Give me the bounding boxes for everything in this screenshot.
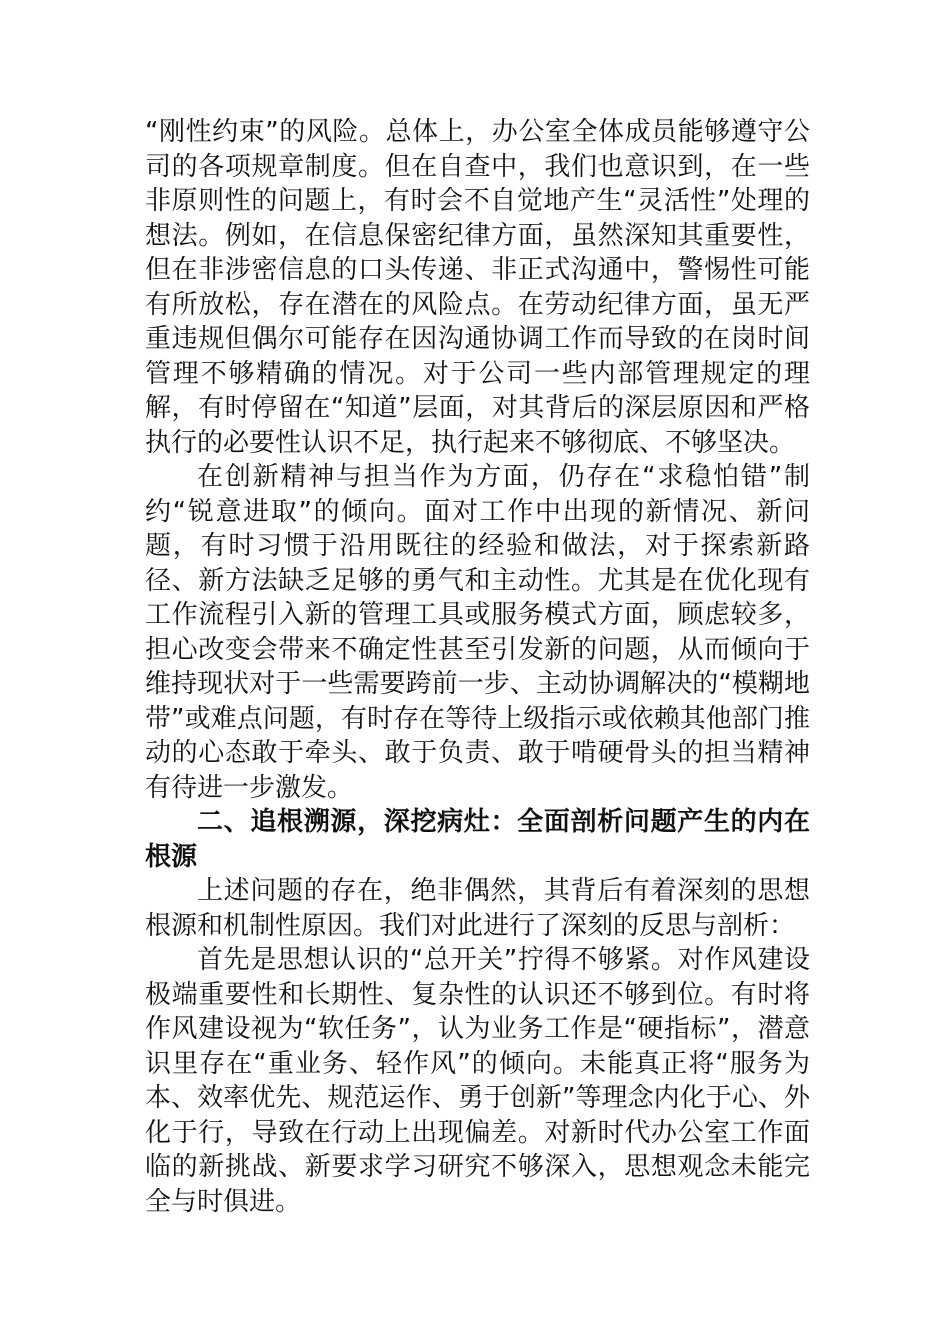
- document-page: [145, 115, 810, 1219]
- paragraph-innovation: 在创新精神与担当作为方面，仍存在“求稳怕错”制约“锐意进取”的倾向。面对工作中出现的新情况、新问题，有时习惯于沿用既往的经验和做法，对于探索新路径、新方法缺乏足够的勇气和主动性。尤其是在优化现有工作流程引入新的管理工具或服务模式方面，顾虑较多，担心改变会带来不确定性甚至引发新的问题，从而倾向于维持现状对于一些需要跨前一步、主动协调解决的“模糊地带”或难点问题，有时存在等待上级指示或依赖其他部门推动的心态敢于牵头、敢于负责、敢于啃硬骨头的担当精神有待进一步激发。: [145, 462, 810, 803]
- paragraph-reflection-intro: 上述问题的存在，绝非偶然，其背后有着深刻的思想根源和机制性原因。我们对此进行了深刻的反思与剖析：: [145, 876, 810, 941]
- paragraph-discipline: “刚性约束”的风险。总体上，办公室全体成员能够遵守公司的各项规章制度。但在自查中，我们也意识到，在一些非原则性的问题上，有时会不自觉地产生“灵活性”处理的想法。例如，在信息保密纪律方面，虽然深知其重要性，但在非涉密信息的口头传递、非正式沟通中，警惕性可能有所放松，存在潜在的风险点。在劳动纪律方面，虽无严重违规但偶尔可能存在因沟通协调工作而导致的在岗时间管理不够精确的情况。对于公司一些内部管理规定的理解，有时停留在“知道”层面，对其背后的深层原因和严格执行的必要性认识不足，执行起来不够彻底、不够坚决。: [145, 117, 810, 458]
- section-heading-root-causes: 二、追根溯源，深挖病灶：全面剖析问题产生的内在根源: [145, 807, 810, 872]
- paragraph-ideological-cause: 首先是思想认识的“总开关”拧得不够紧。对作风建设极端重要性和长期性、复杂性的认识还不够到位。有时将作风建设视为“软任务”，认为业务工作是“硬指标”，潜意识里存在“重业务、轻作风”的倾向。未能真正将“服务为本、效率优先、规范运作、勇于创新”等理念内化于心、外化于行，导致在行动上出现偏差。对新时代办公室工作面临的新挑战、新要求学习研究不够深入，思想观念未能完全与时俱进。: [145, 945, 810, 1217]
